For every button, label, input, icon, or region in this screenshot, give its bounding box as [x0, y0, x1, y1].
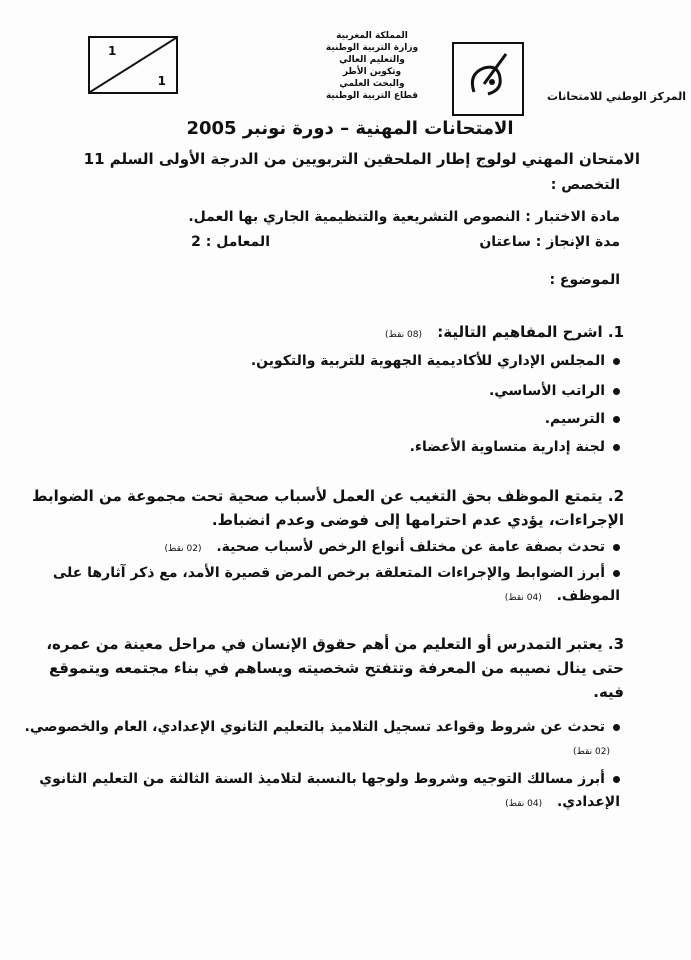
list-item: أبرز مسالك التوجيه وشروط ولوجها بالنسبة لتلاميذ السنة الثالثة من التعليم الثانوي الإعدادي. (04 نقط): [39, 771, 620, 810]
bullet-icon: [613, 724, 620, 731]
list-item: الراتب الأساسي.: [24, 380, 620, 403]
bullet-icon: [613, 388, 620, 395]
bullet-icon: [613, 544, 620, 551]
topic-label: الموضوع :: [549, 272, 620, 288]
ministry-line: والتعليم العالي: [339, 55, 405, 65]
item-points: (04 نقط): [505, 799, 543, 809]
list-item: الترسيم.: [24, 408, 620, 431]
question-3-text: 3. يعتبر التمدرس أو التعليم من أهم حقوق الإنسان في مراحل معينة من عمره، حتى ينال نصيبه من المعرفة وتتفتح شخصيته ويساهم في بناء مجتمعه ويتموقع فيه.: [46, 635, 624, 701]
coefficient-line: المعامل : 2: [191, 234, 270, 250]
center-name: المركز الوطني للامتحانات: [547, 90, 686, 103]
ministry-line: وتكوين الأطر: [342, 67, 402, 77]
question-1: [24, 320, 624, 347]
center-logo: [452, 42, 524, 116]
bullet-icon: [613, 358, 620, 365]
exam-title: الامتحانات المهنية – دورة نونبر 2005: [186, 118, 514, 139]
ministry-line: المملكة المغربية: [336, 31, 408, 41]
ministry-line: وزارة التربية الوطنية: [325, 43, 419, 53]
duration-line: مدة الإنجاز : ساعتان: [479, 234, 620, 250]
page-number-top: 1: [108, 44, 117, 58]
bullet-icon: [613, 570, 620, 577]
subject-line: مادة الاختبار : النصوص التشريعية والتنظيمية الجاري بها العمل.: [188, 209, 620, 225]
question-1-text: 1. اشرح المفاهيم التالية:: [437, 323, 624, 341]
ministry-line: قطاع التربية الوطنية: [325, 91, 419, 101]
question-2-text: 2. يتمتع الموظف بحق التغيب عن العمل لأسباب صحية تحت مجموعة من الضوابط الإجراءات، يؤدي عدم احترامها إلى فوضى وعدم انضباط.: [31, 487, 624, 529]
ministry-header: [312, 30, 432, 102]
logo-emblem-icon: [454, 44, 522, 114]
list-item: أبرز الضوابط والإجراءات المتعلقة برخص المرض قصيرة الأمد، مع ذكر آثارها على الموظف. (04 نقط): [52, 565, 620, 604]
page-number-box: [88, 36, 178, 94]
item-points: (02 نقط): [573, 747, 610, 757]
bullet-icon: [613, 776, 620, 783]
list-item: تحدث عن شروط وقواعد تسجيل التلاميذ بالتعليم الثانوي الإعدادي، العام والخصوصي. (02 نقط): [24, 716, 620, 764]
list-item: لجنة إدارية متساوية الأعضاء.: [24, 436, 620, 459]
specialty-line: التخصص :: [550, 177, 620, 193]
item-points: (02 نقط): [164, 544, 202, 554]
item-points: (04 نقط): [504, 593, 542, 603]
page-number-bottom: 1: [157, 74, 166, 88]
list-item: المجلس الإداري للأكاديمية الجهوية للتربية والتكوين.: [24, 350, 620, 373]
exam-subtitle: الامتحان المهني لولوج إطار الملحقين التربويين من الدرجة الأولى السلم 11: [83, 150, 640, 168]
bullet-icon: [613, 444, 620, 451]
ministry-line: والبحث العلمي: [339, 79, 405, 89]
bullet-icon: [613, 416, 620, 423]
list-item: تحدث بصفة عامة عن مختلف أنواع الرخص لأسباب صحية. (02 نقط): [24, 536, 620, 561]
question-1-points: (08 نقط): [385, 330, 422, 340]
